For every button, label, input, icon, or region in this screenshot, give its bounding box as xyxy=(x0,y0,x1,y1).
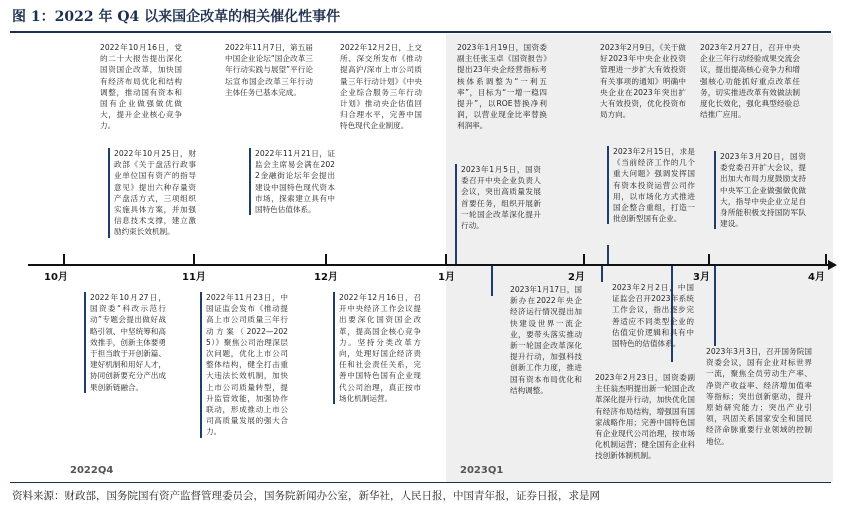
event-2022-11-21: 2022年11月21日，证监会主席易会满在2022金融街论坛年会提出建设中国特色现代资本市场，探索建立具有中国特色估值体系。 xyxy=(249,148,335,215)
top-rule xyxy=(10,31,831,33)
connector-jan17 xyxy=(491,266,493,296)
month-label-nov: 11月 xyxy=(182,272,206,283)
bottom-rule xyxy=(10,482,831,483)
tick-nov xyxy=(193,254,195,265)
event-2022-12-02: 2022年12月2日，上交所、深交所发布《推动提高沪/深市上市公司质量三年行动计划》《中央企业综合服务三年行动计划》推动央企估值回归合理水平，完善中国特色现代企业制度。 xyxy=(340,43,422,131)
month-label-oct: 10月 xyxy=(44,272,68,283)
quarter-label-2023q1: 2023Q1 xyxy=(460,465,504,476)
source-note: 资料来源：财政部，国务院国有资产监督管理委员会，国务院新闻办公室，新华社，人民日报，中国青年报，证券日报，求是网 xyxy=(12,490,600,502)
connector-feb15 xyxy=(607,245,609,264)
event-2023-02-27: 2023年2月27日，召开中央企业三年行动经验成果交流会议，提出提高核心竞争力和增强核心功能抓好重点改革任务，切实推进改革有效做法制度化长效化，强化典型经验总结推广应用。 xyxy=(700,43,800,120)
month-label-apr: 4月 xyxy=(808,272,825,283)
event-2022-10-25: 2022年10月25日，财政部《关于盘活行政事业单位国有资产的指导意见》提出六种存量资产盘活方式，三项组织实施具体方案，并加强信息技术支撑，建立激励约束长效机制。 xyxy=(108,148,196,238)
event-2023-02-02: 2023年2月2日，中国证监会召开2023年系统工作会议，指出逐步完善适应不同类型企业的估值定价逻辑和具有中国特色的估值体系。 xyxy=(612,283,694,349)
connector-feb2 xyxy=(601,266,603,282)
connector-mar3 xyxy=(714,266,716,346)
event-2023-01-05: 2023年1月5日，国资委召开中央企业负责人会议，突出高质量发展首要任务，组织开展新一轮国企改革深化提升行动。 xyxy=(455,164,541,231)
tick-feb xyxy=(583,254,585,265)
event-2023-03-03: 2023年3月3日，召开国务院国资委会议，国有企业对标世界一流，聚焦全员劳动生产率、净资产收益率、经济增加值率等指标；突出创新驱动，提升原始研究能力；突出产业引领，巩固关系国家安全和国民经济命脉重要行业领域的控制地位。 xyxy=(706,347,812,446)
tick-apr xyxy=(825,254,827,265)
month-label-mar: 3月 xyxy=(693,272,710,283)
timeline-arrow xyxy=(828,260,837,270)
tick-oct xyxy=(63,254,65,265)
event-2022-10-27: 2022年10月27日，国资委“科改示范行动”专题会提出做好战略引领、中坚统筹和高效推手，创新主体要勇于担当敢于开创新篇、建好机制和用好人才，协同创新要充分产出成果创新链融合。 xyxy=(84,292,166,393)
event-2023-02-23: 2023年2月23日，国资委副主任翁杰明提出新一轮国企改革深化提升行动，加快优化国有经济布局结构，增强国有国家战略作用；完善中国特色国有企业现代公司治理，按市场化机制运营；健全国有企业科技创新体制机制。 xyxy=(595,373,695,461)
month-label-jan: 1月 xyxy=(438,272,455,283)
event-2023-01-19: 2023年1月19日，国资委副主任张玉卓《国资报告》提出23年央企经营指标考核体系调整为“一利五率”，目标为“一增一稳四提升”，以ROE替换净利润，以营业现金比率替换利润率。 xyxy=(457,43,547,131)
event-2022-11-07: 2022年11月7日，第五届中国企业论坛“国企改革三年行动实践与展望”平行论坛宣布国企改革三年行动主体任务已基本完成。 xyxy=(225,43,313,97)
quarter-label-2022q4: 2022Q4 xyxy=(70,465,114,476)
event-2023-03-20: 2023年3月20日，国资委党委召开扩大会议，提出加大布局力度鼓励支持中央军工企业做强做优做大，指导中央企业立足自身所能积极支持国防军队建设。 xyxy=(714,151,806,229)
event-2022-10-16: 2022年10月16日，党的二十大报告提出深化国资国企改革，加快国有经济布局优化和结构调整，推动国有资本和国有企业做强做优做大，提升企业核心竞争力。 xyxy=(100,43,182,131)
event-2023-02-15: 2023年2月15日，求是《当前经济工作的几个重大问题》强调发挥国有资本投资运营公司作用，以市场化方式推进国企整合重组，打造一批创新型国有企业。 xyxy=(607,146,695,224)
tick-jan xyxy=(445,254,447,265)
event-2023-02-09: 2023年2月9日，《关于做好2023年中央企业投资管理进一步扩大有效投资有关事项的通知》明确中央企业在2023年突出扩大有效投资，优化投资布局方向。 xyxy=(600,43,686,120)
event-2022-12-16: 2022年12月16日，召开中央经济工作会议提出要深化国资国企改革，提高国企核心竞争力。坚持分类改革方向，处理好国企经济责任和社会责任关系，完善中国特色国有企业现代公司治理，真正按市场化机制运营。 xyxy=(333,292,421,404)
event-2023-01-17: 2023年1月17日，国新办在2022年央企经济运行情况提出加快建设世界一流企业，要带头落实推动新一轮国企改革深化提升行动，加强科技创新工作力度，推进国有资本布局优化和结构调整。 xyxy=(510,285,582,395)
tick-dec xyxy=(325,254,327,265)
month-label-dec: 12月 xyxy=(314,272,338,283)
event-2022-11-23: 2022年11月23日，中国证监会发布《推动提高上市公司质量三年行动方案（2022—2025）》聚焦公司治理深层次问题，优化上市公司整体结构，健全打击重大违法长效机制，加快上市公司质量转型，提升监管效能，加强协作联动，形成推动上市公司高质量发展的强大合力。 xyxy=(200,292,288,438)
month-label-feb: 2月 xyxy=(568,272,585,283)
figure-title: 图 1：2022 年 Q4 以来国企改革的相关催化性事件 xyxy=(12,9,341,25)
tick-mar xyxy=(708,254,710,265)
